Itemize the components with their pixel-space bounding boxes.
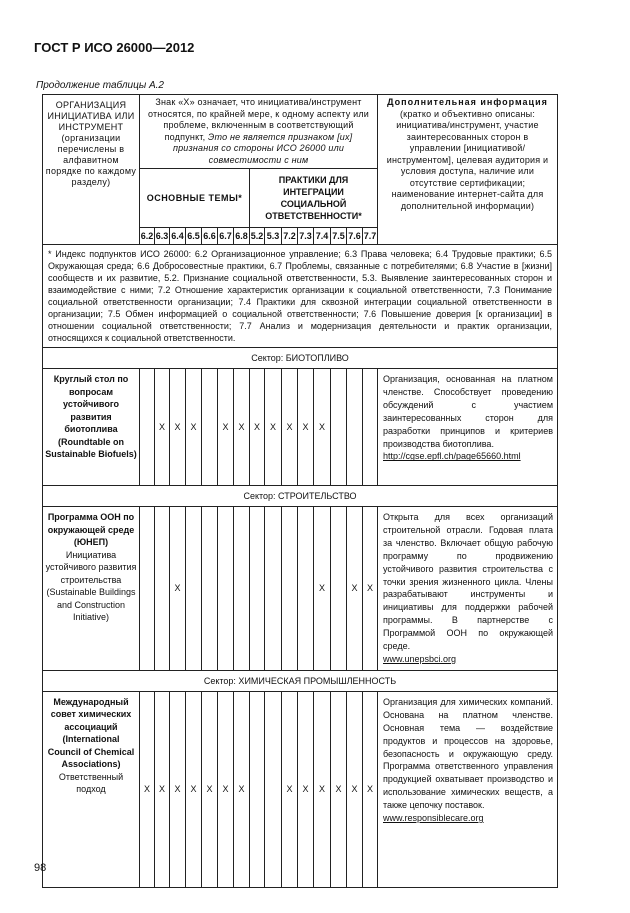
mark-cell [140,369,155,486]
organization-cell [43,691,140,887]
mark-cell: X [282,369,298,486]
organization-name: Международный совет химических ассоциаций (International Council of Chemical Associations) [47,696,135,770]
mark-cell: X [363,691,378,887]
page-number: 98 [34,862,47,874]
mark-cell [218,507,234,671]
mark-cell: X [155,691,170,887]
theme-code-cell: 6.7 [218,228,234,245]
theme-code-cell: 6.5 [186,228,202,245]
mark-cell [265,691,282,887]
mark-cell [234,507,250,671]
mark-cell [363,369,378,486]
mark-cell [250,691,265,887]
theme-code-cell: 6.6 [202,228,218,245]
mark-cell: X [347,507,363,671]
practice-code-cell: 7.5 [331,228,347,245]
theme-code-cell: 6.3 [155,228,170,245]
additional-info-text: Открыта для всех организаций строительной отрасли. Годовая плата за членство. Включает общую рабочую программу по продвижению устойчивого развития строительства с точки зрения жизненного цикла. Члены разрабатывают инструменты и инициативы для поддержки рабочей программы. В партнерстве с Программой ООН по окружающей среде. [383,512,553,652]
mark-legend-note [140,95,378,169]
sector-heading: Сектор: ХИМИЧЕСКАЯ ПРОМЫШЛЕННОСТЬ [43,670,558,691]
mark-cell: X [298,369,314,486]
mark-cell [250,507,265,671]
mark-cell: X [314,507,331,671]
subclause-index-footnote: * Индекс подпунктов ИСО 26000: 6.2 Организационное управление; 6.3 Права человека; 6.4 Трудовые практики; 6.5 Окружающая среда; 6.6 Добросовестные практики, 6.7 Проблемы, связанные с потребителями; 6.8 Участие в [жизни] сообществ и их развитие, 5.2. Признание социальной ответственности, 5.3. Выявление заинтересованных сторон и взаимодействие с ними; 7.2 Отношение характеристик организации к социальной ответственности, 7.3 Понимание социальной ответственности организации; 7.4 Практики для сквозной интеграции социальной ответственности в организации; 7.5 Обмен информацией о социальной ответственности; 7.6 Повышение доверия [к организации] в отношении социальной ответственности; 7.7 Анализ и модернизация деятельности и практик организации, относящихся к социальной ответственности. [43,245,558,348]
sector-heading: Сектор: СТРОИТЕЛЬСТВО [43,486,558,507]
practice-code-cell: 7.6 [347,228,363,245]
organization-name: Программа ООН по окружающей среде (ЮНЕП) [47,512,135,547]
additional-info-column-header [378,95,558,245]
additional-info-cell [378,691,558,887]
mark-cell: X [234,691,250,887]
practices-header: ПРАКТИКИ ДЛЯ ИНТЕГРАЦИИ СОЦИАЛЬНОЙ ОТВЕТСТВЕННОСТИ* [250,169,378,228]
sector-heading: Сектор: БИОТОПЛИВО [43,348,558,369]
mark-cell [265,507,282,671]
additional-info-description: (кратко и объективно описаны: инициатива/инструмент, участие заинтересованных сторон в управлении [инициативой/инструментом], целевая аудитория и условия доступа, наличие или отсутствие сертификации; наименование интернет-сайта для дополнительной информации) [386,108,549,211]
mark-cell: X [186,691,202,887]
theme-code-cell: 6.2 [140,228,155,245]
table-continuation-caption: Продолжение таблицы А.2 [36,80,164,91]
initiatives-table [42,94,558,888]
mark-cell [186,507,202,671]
core-themes-header: ОСНОВНЫЕ ТЕМЫ* [140,169,250,228]
mark-cell [202,507,218,671]
mark-cell: X [314,369,331,486]
mark-cell: X [202,691,218,887]
additional-info-text: Организация для химических компаний. Основана на платном членстве. Основная тема — воздействие продуктов и процессов на здоровье, безопасность и окружающую среду. Программа ответственного управления продукцией охватывает производство и использование химических веществ, а также цепочку поставок. [383,696,553,811]
mark-cell [298,507,314,671]
practice-code-cell: 7.3 [298,228,314,245]
mark-cell [282,507,298,671]
mark-cell [155,507,170,671]
mark-cell [140,507,155,671]
mark-legend-line2: Это не является признаком [их] признания со стороны ИСО 26000 или совместимости с ним [172,131,353,165]
mark-cell [331,369,347,486]
initiative-row [43,507,558,671]
mark-cell: X [140,691,155,887]
mark-cell: X [170,507,186,671]
initiative-row [43,691,558,887]
mark-cell: X [155,369,170,486]
website-link[interactable]: www.unepsbci.org [383,653,457,664]
mark-cell: X [186,369,202,486]
mark-cell: X [363,507,378,671]
mark-legend-line1: Знак «X» означает, что инициатива/инструмент относятся, по крайней мере, к одному аспекту или проблеме, включенным в соответствующий подпункт, [147,97,370,142]
mark-cell: X [331,691,347,887]
organization-column-header: ОРГАНИЗАЦИЯ ИНИЦИАТИВА ИЛИ ИНСТРУМЕНТ (организации перечислены в алфавитном порядке по каждому разделу) [43,95,140,245]
additional-info-text: Организация, основанная на платном членстве. Способствует проведению обсуждений с участием заинтересованных сторон для разработки принципов и критериев производства биотоплива. [383,374,553,449]
mark-cell [202,369,218,486]
mark-cell: X [265,369,282,486]
initiative-row [43,369,558,486]
mark-cell: X [250,369,265,486]
practice-code-cell: 5.3 [265,228,282,245]
document-title: ГОСТ Р ИСО 26000—2012 [34,40,195,55]
mark-cell: X [218,691,234,887]
theme-code-cell: 6.4 [170,228,186,245]
mark-cell: X [170,369,186,486]
mark-cell: X [218,369,234,486]
organization-name: Круглый стол по вопросам устойчивого развития биотоплива (Roundtable on Sustainable Biofuels) [45,374,137,459]
practice-code-cell: 7.7 [363,228,378,245]
organization-cell [43,369,140,486]
additional-info-title: Дополнительная информация [387,97,548,107]
mark-cell [331,507,347,671]
theme-code-cell: 6.8 [234,228,250,245]
mark-cell: X [314,691,331,887]
practice-code-cell: 7.2 [282,228,298,245]
mark-cell: X [298,691,314,887]
initiative-name: Ответственный подход [58,771,124,795]
mark-cell: X [282,691,298,887]
website-link[interactable]: http://cgse.epfl.ch/page65660.html [383,451,521,462]
initiative-name: Инициатива устойчивого развития строительства (Sustainable Buildings and Construction Initiative) [45,549,137,622]
website-link[interactable]: www.responsiblecare.org [383,813,484,824]
mark-cell: X [234,369,250,486]
practice-code-cell: 5.2 [250,228,265,245]
additional-info-cell [378,507,558,671]
mark-cell: X [170,691,186,887]
additional-info-cell [378,369,558,486]
mark-cell: X [347,691,363,887]
practice-code-cell: 7.4 [314,228,331,245]
organization-cell [43,507,140,671]
mark-cell [347,369,363,486]
